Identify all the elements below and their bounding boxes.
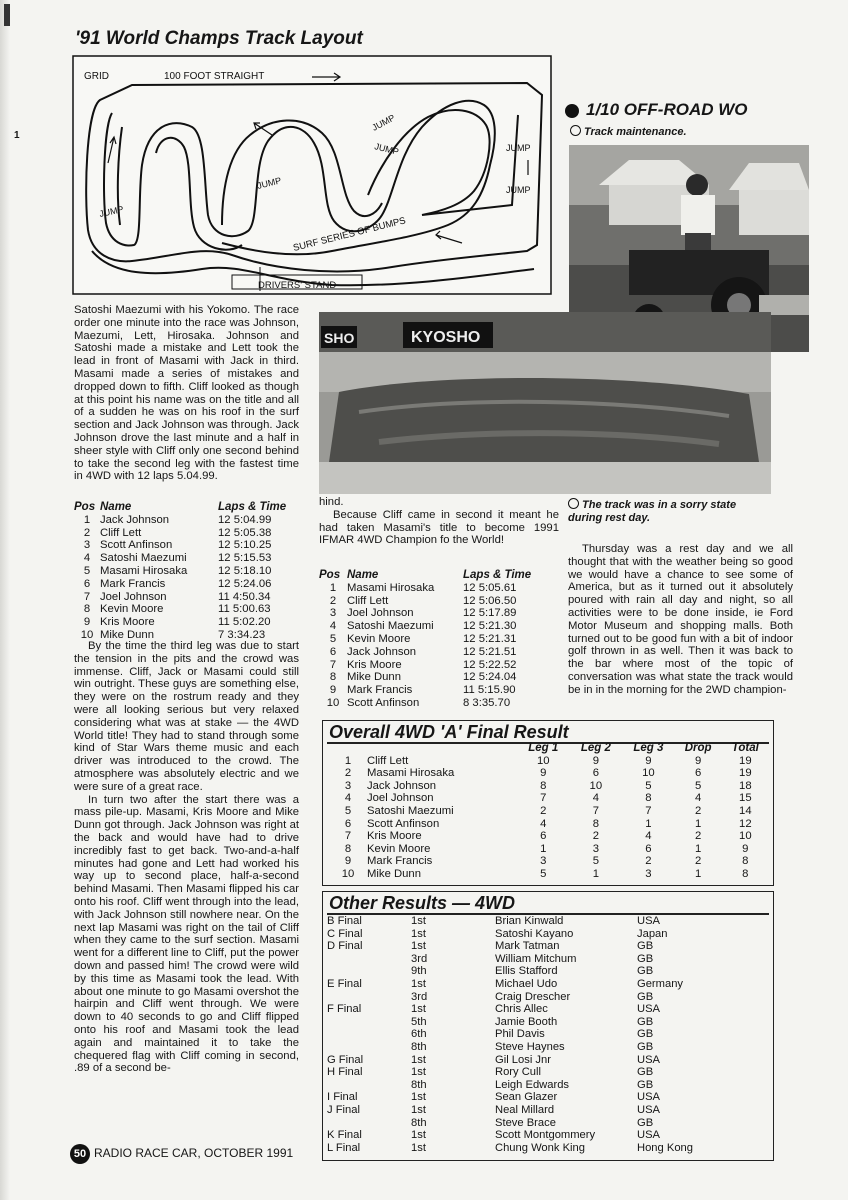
table-row: D Final 1st Mark Tatman GB bbox=[327, 940, 654, 953]
col-leg2-header: Leg 2 bbox=[580, 742, 611, 754]
track-layout-diagram bbox=[72, 55, 552, 295]
binding-mark bbox=[4, 4, 10, 26]
table-row: 8th Steve Haynes GB bbox=[411, 1040, 654, 1053]
col-drop-header: Drop bbox=[684, 742, 712, 754]
article-paragraph: Thursday was a rest day and we all thought that with the weather being so good we would have a chance to see some of America, but as it turned out it absolutely poured with rain all day and night, so all activities were to be done inside, ie Ford Motor Museum and shopping malls. Both turned out to be good fun with a bit of indoor golf thrown in as well. Then it was back to the bar where most of the topic of conversation was what state the track would be in in the morning for the 2WD champion- bbox=[568, 543, 793, 696]
table-row: 3rd William Mitchum GB bbox=[411, 952, 654, 965]
table-row: 3 Scott Anfinson 12 5:10.25 bbox=[83, 539, 272, 552]
jump-label-2: JUMP bbox=[256, 175, 283, 191]
table-row: 1 Jack Johnson 12 5:04.99 bbox=[83, 513, 272, 526]
track-photo-drawing bbox=[319, 312, 771, 494]
footer-text: RADIO RACE CAR, OCTOBER 1991 bbox=[94, 1146, 294, 1160]
table-row: 9 Mark Francis 3 5 2 2 8 bbox=[344, 855, 749, 868]
article-paragraph: Satoshi Maezumi with his Yokomo. The race order one minute into the race was Johnson, Maezumi, Lett, Hirosaka. Johnson and Satoshi made a mistake and Lett took the lead in front of Masami with Jack in third. Masami made a series of mistakes and dropped down to fifth. Cliff looked as though at this point his name was on the title and all of a sudden he was on his roof in the surf section and Jack Johnson was through. Jack Johnson drove the last minute and a half in sheer style with Cliff only one second behind to take the second leg with the fastest time in 4WD with 12 laps 5.04.99. bbox=[74, 304, 299, 483]
article-col1-main bbox=[74, 640, 299, 1075]
col-name-header: Name bbox=[347, 569, 379, 581]
table-row: 10 Mike Dunn 5 1 3 1 8 bbox=[341, 867, 749, 880]
col-pos-header: Pos bbox=[319, 569, 341, 581]
table-row: 8 Kevin Moore 11 5:00.63 bbox=[83, 603, 271, 616]
section-title-text: 1/10 OFF-ROAD WO bbox=[586, 100, 748, 119]
table-row: 9 Mark Francis 11 5:15.90 bbox=[329, 684, 516, 697]
other-results-box bbox=[322, 891, 774, 1161]
col-pos-header: Pos bbox=[74, 501, 96, 513]
table-row: E Final 1st Michael Udo Germany bbox=[327, 977, 684, 990]
jump-label-4: JUMP bbox=[373, 141, 400, 157]
table-row: J Final 1st Neal Millard USA bbox=[327, 1103, 661, 1116]
table-row: 7 Kris Moore 6 2 4 2 10 bbox=[344, 830, 752, 843]
article-paragraph: hind. bbox=[319, 496, 344, 508]
table-row: K Final 1st Scott Montgommery USA bbox=[327, 1129, 661, 1142]
grid-label: GRID bbox=[84, 71, 109, 82]
banner-sho: SHO bbox=[324, 330, 355, 346]
map-frame bbox=[73, 56, 551, 294]
table-row: C Final 1st Satoshi Kayano Japan bbox=[327, 927, 668, 940]
table-row: F Final 1st Chris Allec USA bbox=[327, 1003, 661, 1016]
page-number: 50 bbox=[70, 1144, 90, 1164]
table-row: 4 Satoshi Maezumi 12 5:21.30 bbox=[329, 620, 517, 633]
table-row: 9 Kris Moore 11 5:02.20 bbox=[83, 616, 271, 629]
table-row: 5 Satoshi Maezumi 2 7 7 2 14 bbox=[344, 804, 752, 817]
table-row: 7 Kris Moore 12 5:22.52 bbox=[329, 658, 517, 671]
table-row: G Final 1st Gil Losi Jnr USA bbox=[327, 1053, 661, 1066]
caption-text: The track was in a sorry state during rest day. bbox=[568, 499, 737, 524]
page-footer bbox=[70, 1144, 293, 1164]
table-header-row bbox=[329, 742, 769, 755]
table-row: 2 Cliff Lett 12 5:06.50 bbox=[329, 594, 517, 607]
table-row: 2 Cliff Lett 12 5:05.38 bbox=[83, 526, 272, 539]
drivers-stand-label: DRIVERS' STAND bbox=[258, 280, 337, 291]
col-leg3-header: Leg 3 bbox=[633, 742, 664, 754]
table-row: 6 Jack Johnson 12 5:21.51 bbox=[329, 645, 517, 658]
margin-number: 1 bbox=[14, 130, 20, 141]
table-row: 7 Joel Johnson 11 4:50.34 bbox=[83, 590, 271, 603]
overall-result-title: Overall 4WD 'A' Final Result bbox=[329, 722, 569, 742]
surf-label: SURF SERIES OF BUMPS bbox=[292, 215, 407, 254]
straight-label: 100 FOOT STRAIGHT bbox=[164, 71, 265, 82]
jump-label-1: JUMP bbox=[98, 204, 125, 219]
overall-result-table bbox=[329, 742, 769, 881]
article-col2 bbox=[319, 496, 559, 547]
table-row: 8 Kevin Moore 1 3 6 1 9 bbox=[344, 842, 749, 855]
table-row: 8th Leigh Edwards GB bbox=[411, 1078, 654, 1091]
table-row: H Final 1st Rory Cull GB bbox=[327, 1066, 654, 1079]
photo-track-rest-day bbox=[319, 312, 771, 494]
col-name-header: Name bbox=[100, 501, 132, 513]
col-leg1-header: Leg 1 bbox=[528, 742, 559, 754]
table-row: 5 Kevin Moore 12 5:21.31 bbox=[329, 632, 517, 645]
col-laps-header: Laps & Time bbox=[218, 501, 287, 513]
table-row: 2 Masami Hirosaka 9 6 10 6 19 bbox=[344, 767, 752, 780]
table-row: 3 Jack Johnson 8 10 5 5 18 bbox=[344, 779, 752, 792]
other-results-table bbox=[327, 915, 767, 1154]
table-row: 4 Satoshi Maezumi 12 5:15.53 bbox=[83, 552, 272, 565]
table-row: 6th Phil Davis GB bbox=[411, 1028, 654, 1041]
table-row: 3rd Craig Drescher GB bbox=[411, 990, 654, 1003]
table-row: 5th Jamie Booth GB bbox=[411, 1015, 654, 1028]
table-row: 6 Scott Anfinson 4 8 1 1 12 bbox=[344, 817, 752, 830]
caption-marker-icon bbox=[570, 125, 581, 136]
table-row: 8 Mike Dunn 12 5:24.04 bbox=[329, 671, 517, 684]
other-results-title: Other Results — 4WD bbox=[329, 893, 516, 913]
article-paragraph: Because Cliff came in second it meant he had taken Masami's title to become 1991 IFMAR 4WD Champion fo the World! bbox=[319, 508, 559, 547]
table-row: I Final 1st Sean Glazer USA bbox=[327, 1091, 661, 1104]
caption-text: Track maintenance. bbox=[584, 126, 687, 138]
page-binding-edge bbox=[0, 0, 10, 1200]
leg2-results-table bbox=[74, 501, 299, 642]
table-row: 3 Joel Johnson 12 5:17.89 bbox=[329, 607, 517, 620]
article-paragraph: By the time the third leg was due to start the tension in the pits and the crowd was immense. Cliff, Jack or Masami could still win outright. These guys are something else, they were on the rostrum ready and they were all looking serious but very relaxed considering what was at stake — the 4WD World title! They had to stand through some kind of Star Wars theme music and each driver was introduced to the crowd. The atmosphere was absolutely electric and we were sure of a great race. bbox=[74, 640, 299, 793]
table-header-row bbox=[319, 569, 549, 582]
leg3-results-table bbox=[319, 569, 549, 710]
jump-label-3: JUMP bbox=[370, 112, 397, 133]
table-row: 9th Ellis Stafford GB bbox=[411, 965, 654, 978]
table-row: B Final 1st Brian Kinwald USA bbox=[327, 915, 661, 927]
table-row: L Final 1st Chung Wonk King Hong Kong bbox=[327, 1141, 693, 1154]
caption-rest-day bbox=[568, 498, 768, 525]
track-map-title: '91 World Champs Track Layout bbox=[75, 28, 363, 49]
banner-kyosho: KYOSHO bbox=[411, 329, 481, 346]
table-header-row bbox=[74, 501, 299, 514]
table-row: 1 Masami Hirosaka 12 5:05.61 bbox=[329, 581, 517, 594]
table-row: 4 Joel Johnson 7 4 8 4 15 bbox=[344, 792, 752, 805]
col-total-header: Total bbox=[731, 742, 759, 754]
table-row: 1 Cliff Lett 10 9 9 9 19 bbox=[344, 754, 752, 767]
article-col3 bbox=[568, 543, 793, 697]
caption-track-maintenance bbox=[570, 125, 687, 139]
article-col1-intro bbox=[74, 304, 299, 483]
col-laps-header: Laps & Time bbox=[463, 569, 532, 581]
article-paragraph: In turn two after the start there was a mass pile-up. Masami, Kris Moore and Mike Dunn got through. Jack Johnson was right at the back and would have had to drive incredibly fast to get back. Two-and-a-half minutes had gone and Lett had worked his way up to second place, half-a-second behind Masami. Then Masami flipped his car onto his roof. Cliff went through into the lead, with Jack Johnson still nowhere near. On the next lap Masami was right on the tail of Cliff when they came to the surf section. Masami went for a different line to Cliff, put the power down and passed him! The crowd were wild by this time as Masami took the lead. With about one minute to go Masami overshot the hairpin and Cliff went through. We were down to 40 seconds to go and Cliff flipped onto his roof and Masami took the lead again and maintained it to take the chequered flag with Cliff coming in second, .89 of a second be- bbox=[74, 793, 299, 1075]
jump-label-6: JUMP bbox=[506, 185, 531, 195]
bullet-icon bbox=[565, 104, 579, 118]
table-row: 10 Scott Anfinson 8 3:35.70 bbox=[326, 696, 511, 709]
section-title bbox=[565, 100, 748, 120]
jump-label-5: JUMP bbox=[506, 143, 531, 153]
table-row: 6 Mark Francis 12 5:24.06 bbox=[83, 577, 272, 590]
caption-marker-icon bbox=[568, 498, 579, 509]
table-row: 10 Mike Dunn 7 3:34.23 bbox=[80, 628, 266, 641]
table-row: 5 Masami Hirosaka 12 5:18.10 bbox=[83, 564, 272, 577]
table-row: 8th Steve Brace GB bbox=[411, 1116, 654, 1129]
overall-result-box bbox=[322, 720, 774, 886]
